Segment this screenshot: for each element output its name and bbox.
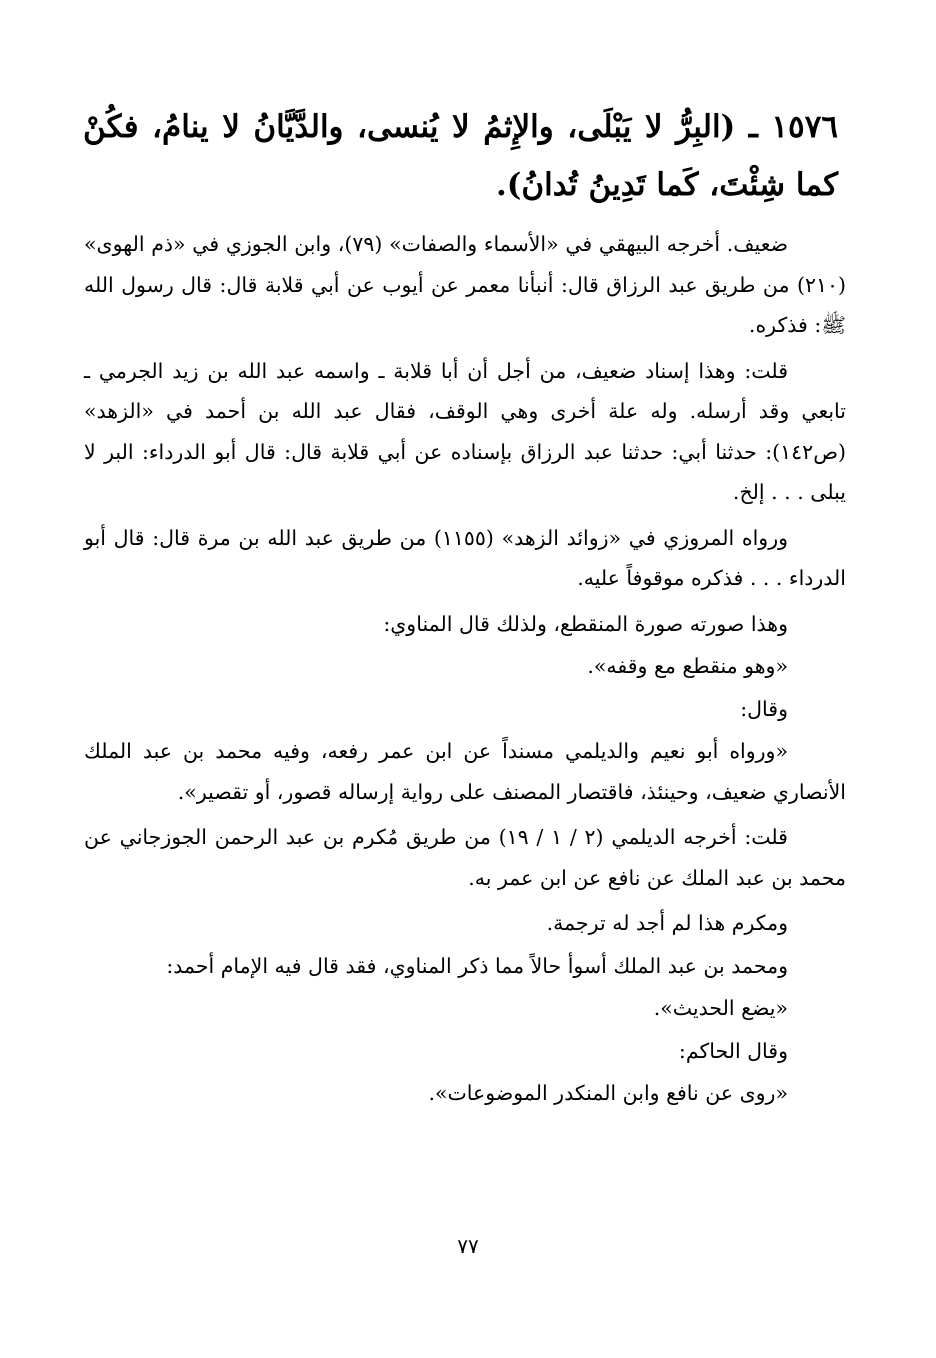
paragraph-munawi-intro: وهذا صورته صورة المنقطع، ولذلك قال المناوي:	[383, 611, 788, 636]
paragraph-isnad-critique: قلت: وهذا إسناد ضعيف، من أجل أن أبا قلابة ـ واسمه عبد الله بن زيد الجرمي ـ تابعي وقد أرسله. وله علة أخرى وهي الوقف، فقال عبد الله بن أحمد في «الزهد» (ص١٤٢): حدثنا أبي: حدثنا عبد الرزاق بإسناده عن أبي قلابة قال: قال أبو الدرداء: البر لا يبلى . . . إلخ.	[84, 358, 846, 504]
paragraph-daylami: قلت: أخرجه الديلمي (٢ / ١ / ١٩) من طريق مُكرم بن عبد الرحمن الجوزجاني عن محمد بن عبد الملك عن نافع عن ابن عمر به.	[84, 825, 846, 890]
paragraph-grading: ضعيف. أخرجه البيهقي في «الأسماء والصفات» (٧٩)، وابن الجوزي في «ذم الهوى» (٢١٠) من طريق عبد الرزاق قال: أنبأنا معمر عن أيوب عن أبي قلابة قال: قال رسول الله ﷺ: فذكره.	[84, 232, 846, 337]
quote-ahmad: «يضع الحديث».	[653, 996, 788, 1020]
paragraph-marwazi: ورواه المروزي في «زوائد الزهد» (١١٥٥) من طريق عبد الله بن مرة قال: قال أبو الدرداء . . . فذكره موقوفاً عليه.	[84, 525, 846, 590]
quote-hakim: «روى عن نافع وابن المنكدر الموضوعات».	[428, 1081, 788, 1105]
paragraph-wa-qala: وقال:	[740, 696, 788, 721]
paragraph-muhammad: ومحمد بن عبد الملك أسوأ حالاً مما ذكر المناوي، فقد قال فيه الإمام أحمد:	[166, 953, 788, 978]
paragraph-hakim-intro: وقال الحاكم:	[678, 1038, 788, 1063]
quote-munawi-1: «وهو منقطع مع وقفه».	[587, 654, 788, 678]
hadith-heading: ١٥٧٦ ـ (البِرُّ لا يَبْلَى، والإِثمُ لا يُنسى، والدَّيَّانُ لا ينامُ، فكُنْ كما شِئْتَ، كَما تَدِينُ تُدانُ).	[83, 109, 838, 203]
quote-munawi-2: «ورواه أبو نعيم والديلمي مسنداً عن ابن عمر رفعه، وفيه محمد بن عبد الملك الأنصاري ضعيف، وحينئذ، فاقتصار المصنف على رواية إرساله قصور، أو تقصير».	[84, 739, 846, 804]
page-number: ٧٧	[457, 1234, 479, 1258]
commentary-body	[84, 224, 846, 1116]
paragraph-mukram: ومكرم هذا لم أجد له ترجمة.	[546, 911, 788, 935]
